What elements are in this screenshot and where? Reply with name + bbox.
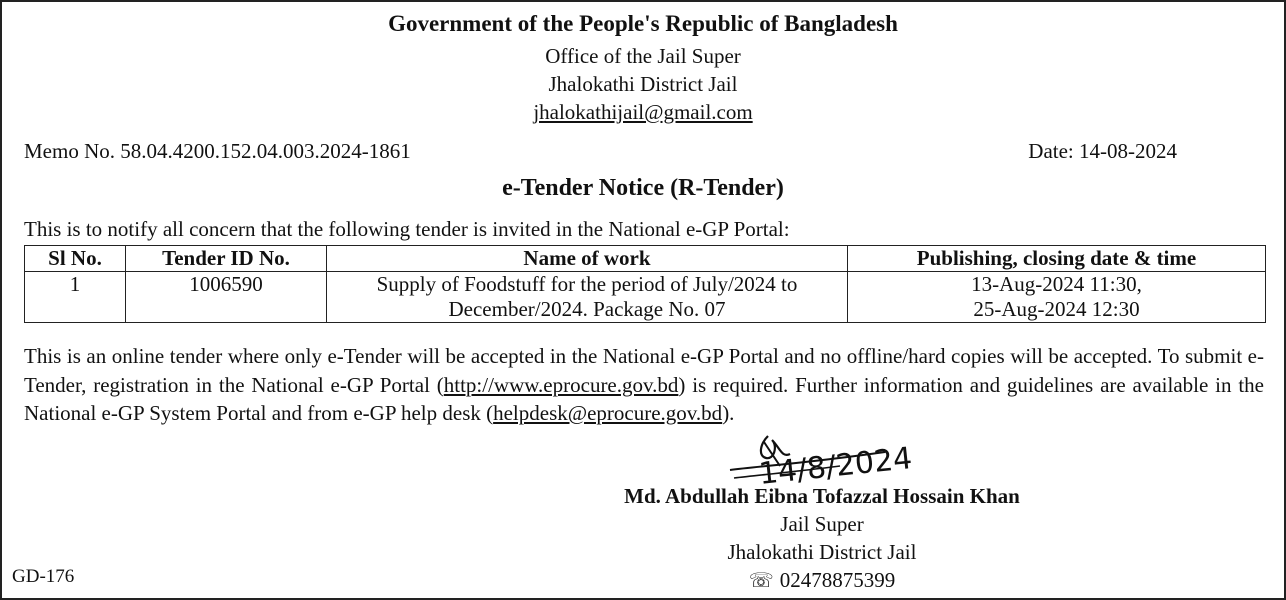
header-tender-id: Tender ID No. xyxy=(126,246,327,272)
memo-number: Memo No. 58.04.4200.152.04.003.2024-1861 xyxy=(24,139,411,163)
tender-table xyxy=(24,245,1266,323)
jail-name: Jhalokathi District Jail xyxy=(548,72,738,96)
paragraph-text-3: ). xyxy=(722,401,735,425)
work-line-1: Supply of Foodstuff for the period of July/2024 to xyxy=(376,272,798,296)
cell-dates xyxy=(848,272,1266,323)
cell-tender-id: 1006590 xyxy=(126,272,327,323)
cell-name-of-work xyxy=(327,272,848,323)
cell-sl-no: 1 xyxy=(25,272,126,323)
notice-date: Date: 14-08-2024 xyxy=(1028,139,1177,163)
table-header-row xyxy=(25,246,1266,272)
closing-date: 25-Aug-2024 12:30 xyxy=(973,297,1140,321)
intro-text: This is to notify all concern that the following tender is invited in the National e-GP Portal: xyxy=(24,217,790,241)
notice-title: e-Tender Notice (R-Tender) xyxy=(502,175,784,201)
signatory-block xyxy=(542,482,1102,595)
header-sl-no: Sl No. xyxy=(25,246,126,272)
phone-number: 02478875399 xyxy=(779,568,896,592)
gd-code: GD-176 xyxy=(12,566,75,587)
paragraph-text-1: This is an online tender where only e-Tender will be accepted in the National e-GP Portal and no offline/hard copies will be accepted. To submit e-Tender, registration in the National e-GP Portal ( xyxy=(24,344,1264,397)
signatory-designation: Jail Super xyxy=(780,512,864,536)
office-email-link[interactable]: jhalokathijail@gmail.com xyxy=(533,100,753,124)
work-line-2: December/2024. Package No. 07 xyxy=(448,297,726,321)
signatory-office: Jhalokathi District Jail xyxy=(727,540,917,564)
publishing-date: 13-Aug-2024 11:30, xyxy=(971,272,1142,296)
header-dates: Publishing, closing date & time xyxy=(848,246,1266,272)
paragraph-text-2: ) is required. Further information and guidelines are available in the National e-GP System Portal and from e-GP help desk ( xyxy=(24,372,1264,425)
signatory-phone xyxy=(542,566,1102,595)
government-title: Government of the People's Republic of Bangladesh xyxy=(388,11,898,36)
office-name: Office of the Jail Super xyxy=(545,44,741,68)
signature-date: 14/8/2024 xyxy=(757,441,914,492)
helpdesk-email-link[interactable]: helpdesk@eprocure.gov.bd xyxy=(493,401,723,425)
eprocure-link[interactable]: http://www.eprocure.gov.bd xyxy=(443,372,679,397)
phone-icon: ☏ xyxy=(748,570,774,592)
header-name-of-work: Name of work xyxy=(327,246,848,272)
signatory-name: Md. Abdullah Eibna Tofazzal Hossain Khan xyxy=(624,484,1020,508)
table-row xyxy=(25,272,1266,323)
instructions-paragraph xyxy=(24,342,1264,428)
